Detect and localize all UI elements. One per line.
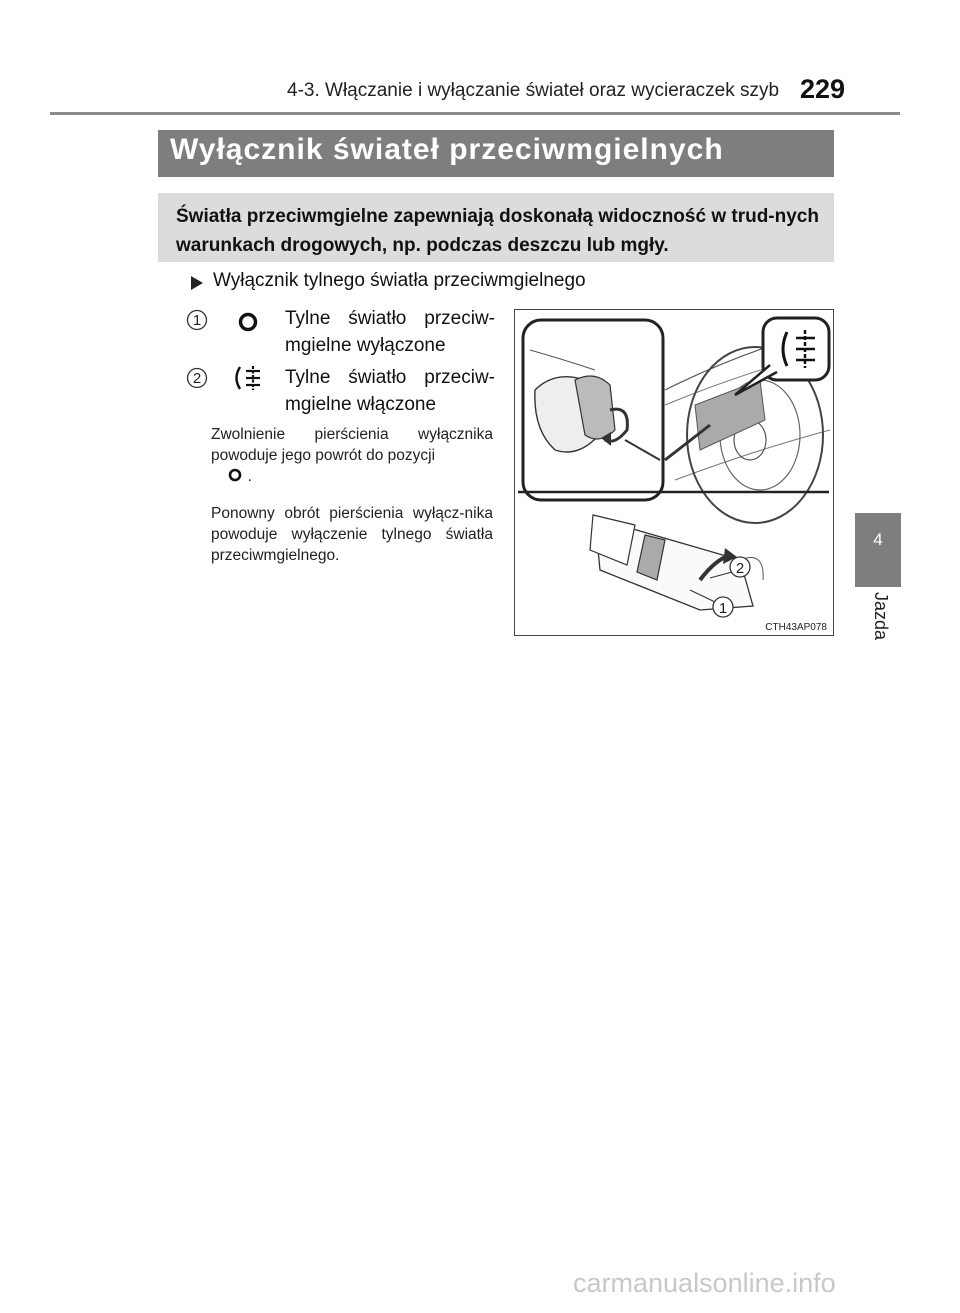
fog-light-off-icon: [236, 310, 260, 334]
chapter-tab: [855, 513, 901, 587]
svg-text:1: 1: [192, 312, 202, 329]
fog-switch-illustration: [514, 309, 834, 636]
header-section-title: 4-3. Włączanie i wyłączanie świateł oraz wycieraczek szyb: [287, 80, 780, 101]
header-divider: [50, 112, 900, 115]
rear-fog-light-icon: [232, 364, 264, 392]
illustration-code: CTH43AP078: [765, 622, 827, 633]
chapter-label: Jazda: [871, 592, 891, 641]
item-1-text: Tylne światło przeciw-mgielne wyłączone: [285, 308, 495, 356]
bullet-arrow-icon: [190, 275, 204, 291]
page-number: 229: [800, 74, 846, 104]
intro-text: Światła przeciwmgielne zapewniają doskonałą widoczność w trud-nych warunkach drogowych, np. podczas deszczu lub mgły.: [176, 206, 819, 256]
svg-text:2: 2: [192, 370, 202, 387]
callout-1: 1: [718, 600, 728, 617]
number-1-badge: [186, 309, 208, 331]
callout-2: 2: [735, 560, 745, 577]
illustration-drawing: [515, 310, 835, 637]
note-second: Ponowny obrót pierścienia wyłącz-nika powoduje wyłączenie tylnego światła przeciwmgielnego.: [211, 505, 493, 564]
chapter-number: 4: [873, 530, 883, 549]
page-title: Wyłącznik świateł przeciwmgielnych: [170, 133, 724, 166]
note-release-text: Zwolnienie pierścienia wyłącznika powoduje jego powrót do pozycji: [211, 426, 493, 464]
number-2-badge: [186, 367, 208, 389]
bullet-heading: Wyłącznik tylnego światła przeciwmgielnego: [213, 270, 586, 291]
fog-light-off-inline-icon: [227, 467, 243, 483]
note-release-period: .: [247, 468, 252, 485]
item-2-text: Tylne światło przeciw-mgielne włączone: [285, 367, 495, 415]
watermark: carmanualsonline.info: [573, 1268, 836, 1298]
note-release: [211, 424, 493, 487]
